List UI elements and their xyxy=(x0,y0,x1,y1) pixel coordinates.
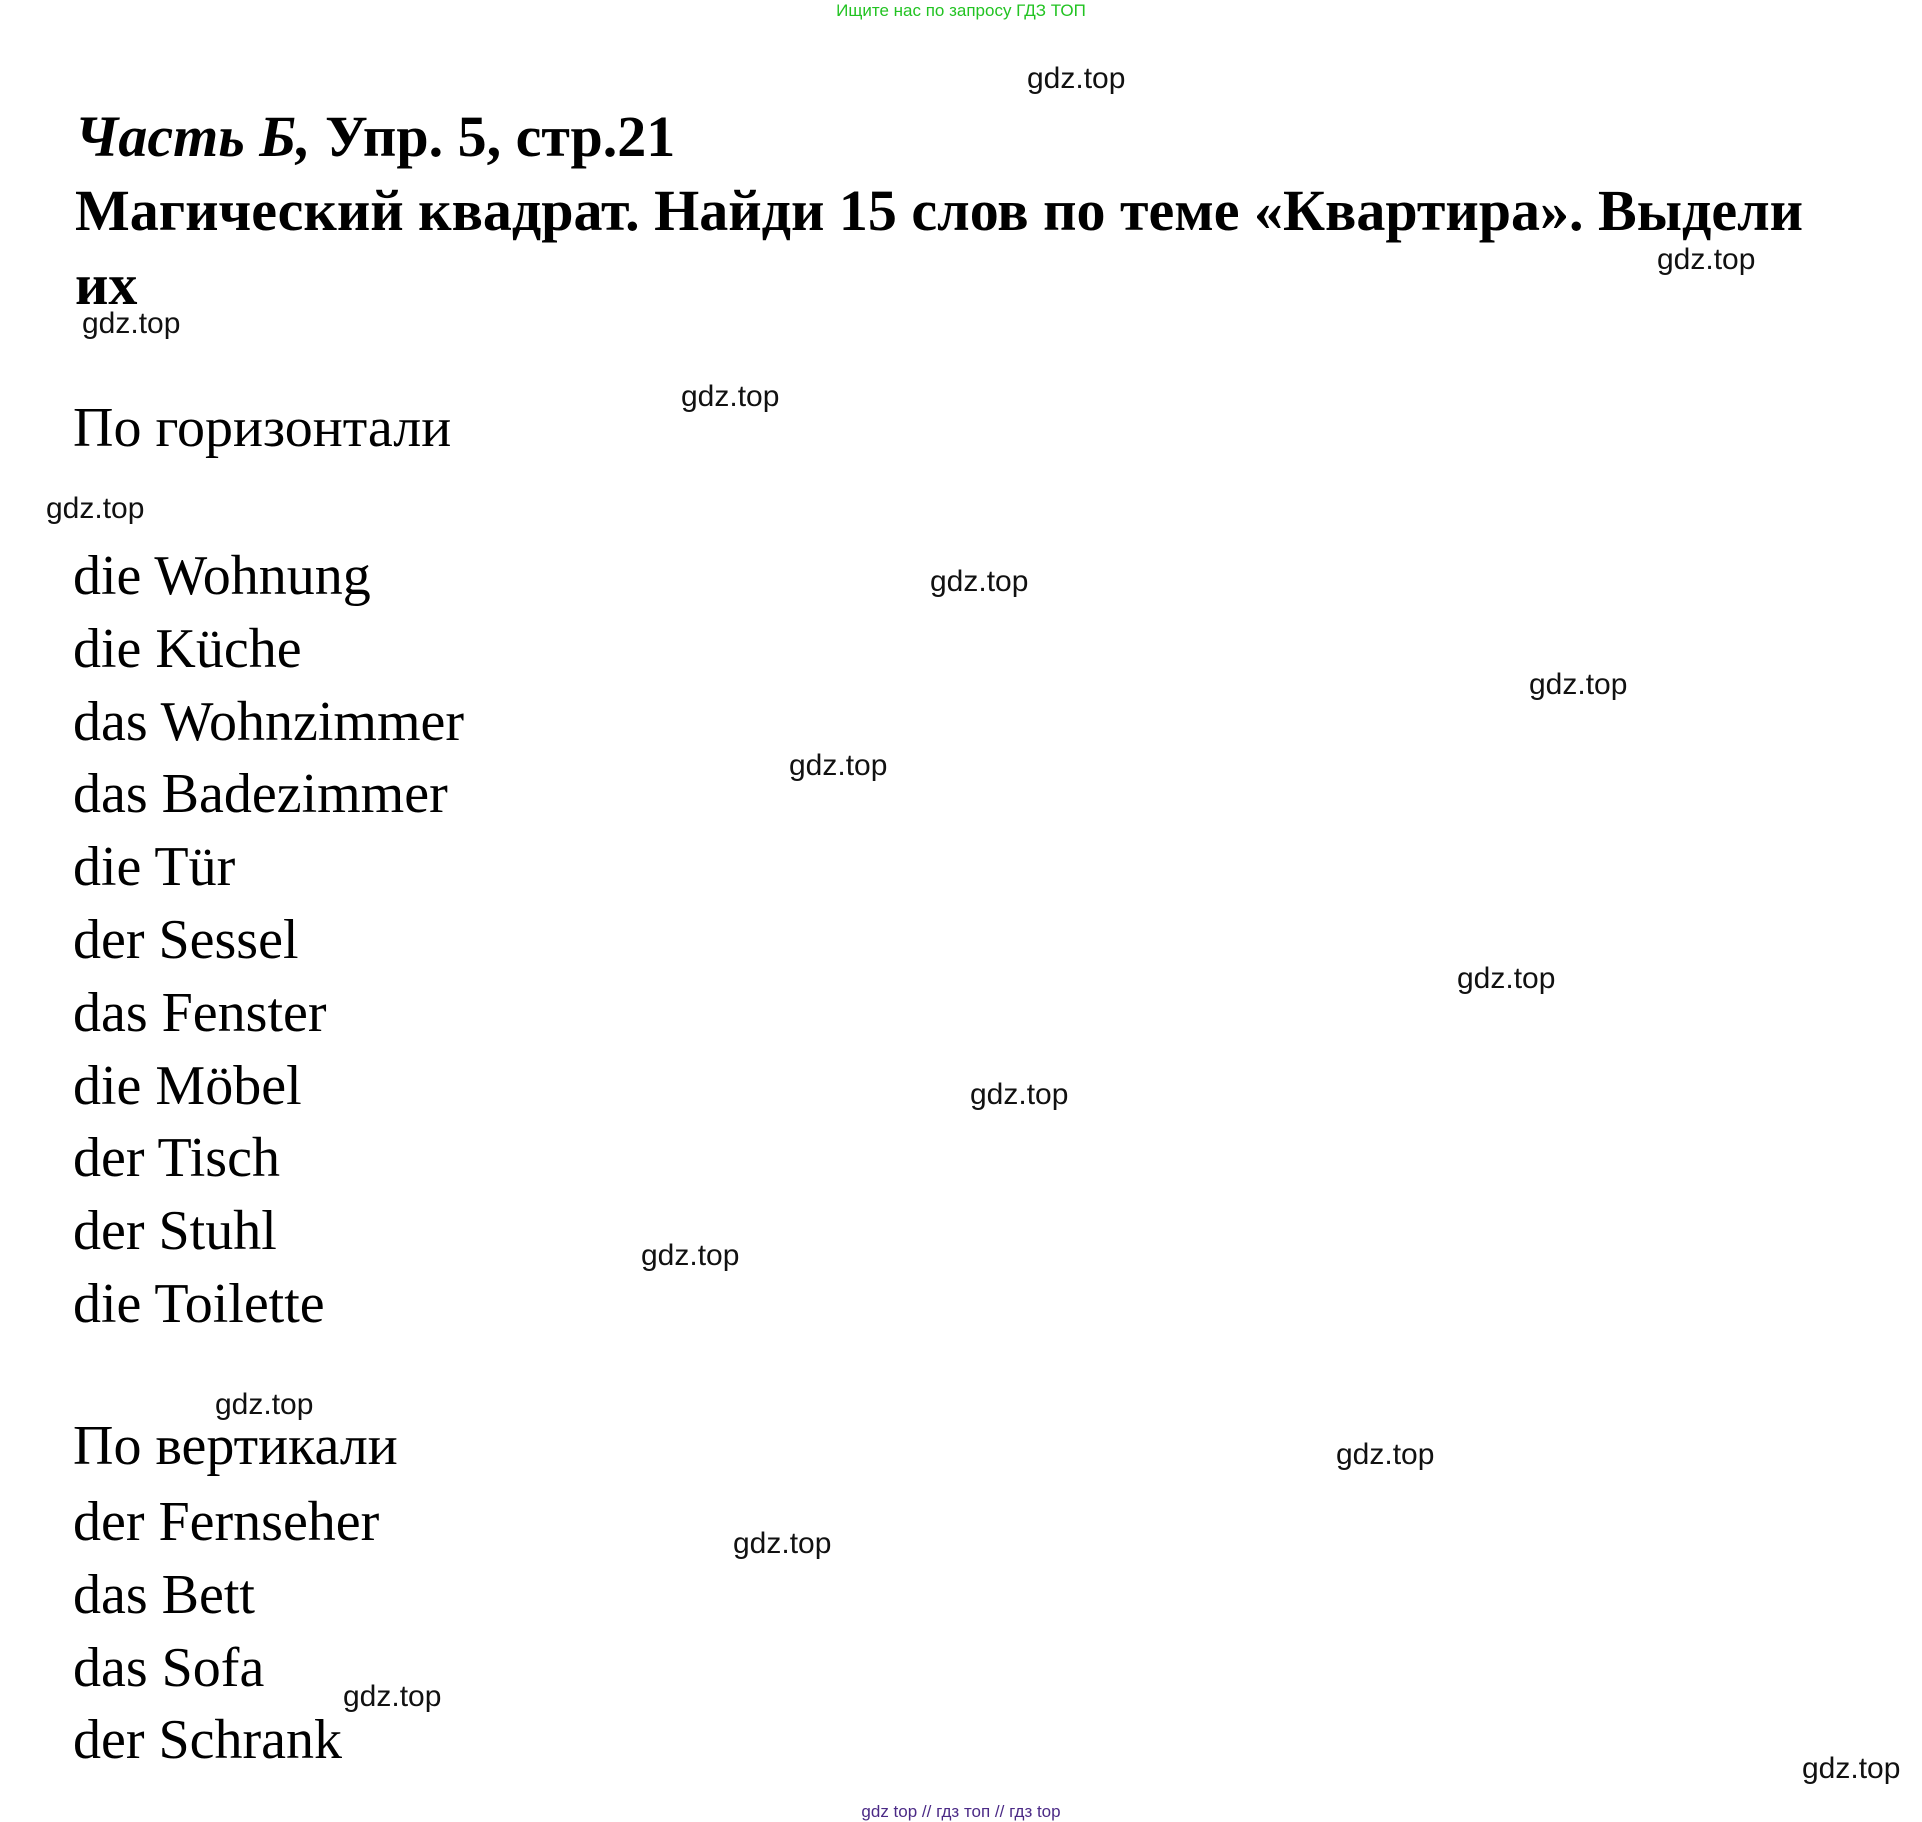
watermark: gdz.top xyxy=(1336,1438,1435,1471)
top-banner[interactable]: Ищите нас по запросу ГДЗ ТОП xyxy=(836,1,1086,20)
watermark: gdz.top xyxy=(1802,1752,1901,1785)
title-line xyxy=(75,100,1875,174)
list-item: die Wohnung xyxy=(73,545,371,607)
watermark: gdz.top xyxy=(82,307,181,340)
list-item: das Badezimmer xyxy=(73,763,448,826)
list-item: die Küche xyxy=(73,617,302,680)
exercise-title xyxy=(75,100,1875,322)
watermark: gdz.top xyxy=(1457,962,1556,995)
title-part-rest: Упр. 5, стр.21 xyxy=(310,104,676,169)
list-item: der Schrank xyxy=(73,1709,343,1772)
list-item: der Sessel xyxy=(73,908,299,971)
watermark: gdz.top xyxy=(1657,243,1756,276)
watermark: gdz.top xyxy=(789,749,888,782)
vertical-word-list xyxy=(73,1486,379,1777)
task-text: Магический квадрат. Найди 15 слов по теме «Квартира». Выдели их xyxy=(75,178,1804,317)
watermark: gdz.top xyxy=(733,1527,832,1560)
list-item: der Stuhl xyxy=(73,1200,277,1263)
vertical-heading: По вертикали xyxy=(73,1415,398,1477)
watermark: gdz.top xyxy=(641,1239,740,1272)
watermark: gdz.top xyxy=(1027,62,1126,95)
horizontal-word-list xyxy=(73,540,464,1341)
title-part-italic: Часть Б, xyxy=(75,104,311,169)
list-item: das Fenster xyxy=(73,981,327,1044)
list-item: die Toilette xyxy=(73,1272,325,1335)
list-item: das Sofa xyxy=(73,1636,265,1699)
watermark: gdz.top xyxy=(343,1680,442,1713)
list-item: der Fernseher xyxy=(73,1491,380,1553)
bottom-banner[interactable]: gdz top // гдз топ // гдз top xyxy=(861,1802,1061,1821)
list-item: die Tür xyxy=(73,836,236,899)
list-item: das Bett xyxy=(73,1563,255,1626)
watermark: gdz.top xyxy=(1529,668,1628,701)
list-item: die Möbel xyxy=(73,1054,302,1117)
watermark: gdz.top xyxy=(930,565,1029,598)
watermark: gdz.top xyxy=(46,492,145,525)
list-item: der Tisch xyxy=(73,1127,280,1190)
watermark: gdz.top xyxy=(970,1078,1069,1111)
list-item: das Wohnzimmer xyxy=(73,690,465,753)
watermark: gdz.top xyxy=(681,380,780,413)
watermark: gdz.top xyxy=(215,1388,314,1421)
horizontal-heading: По горизонтали xyxy=(73,397,452,459)
